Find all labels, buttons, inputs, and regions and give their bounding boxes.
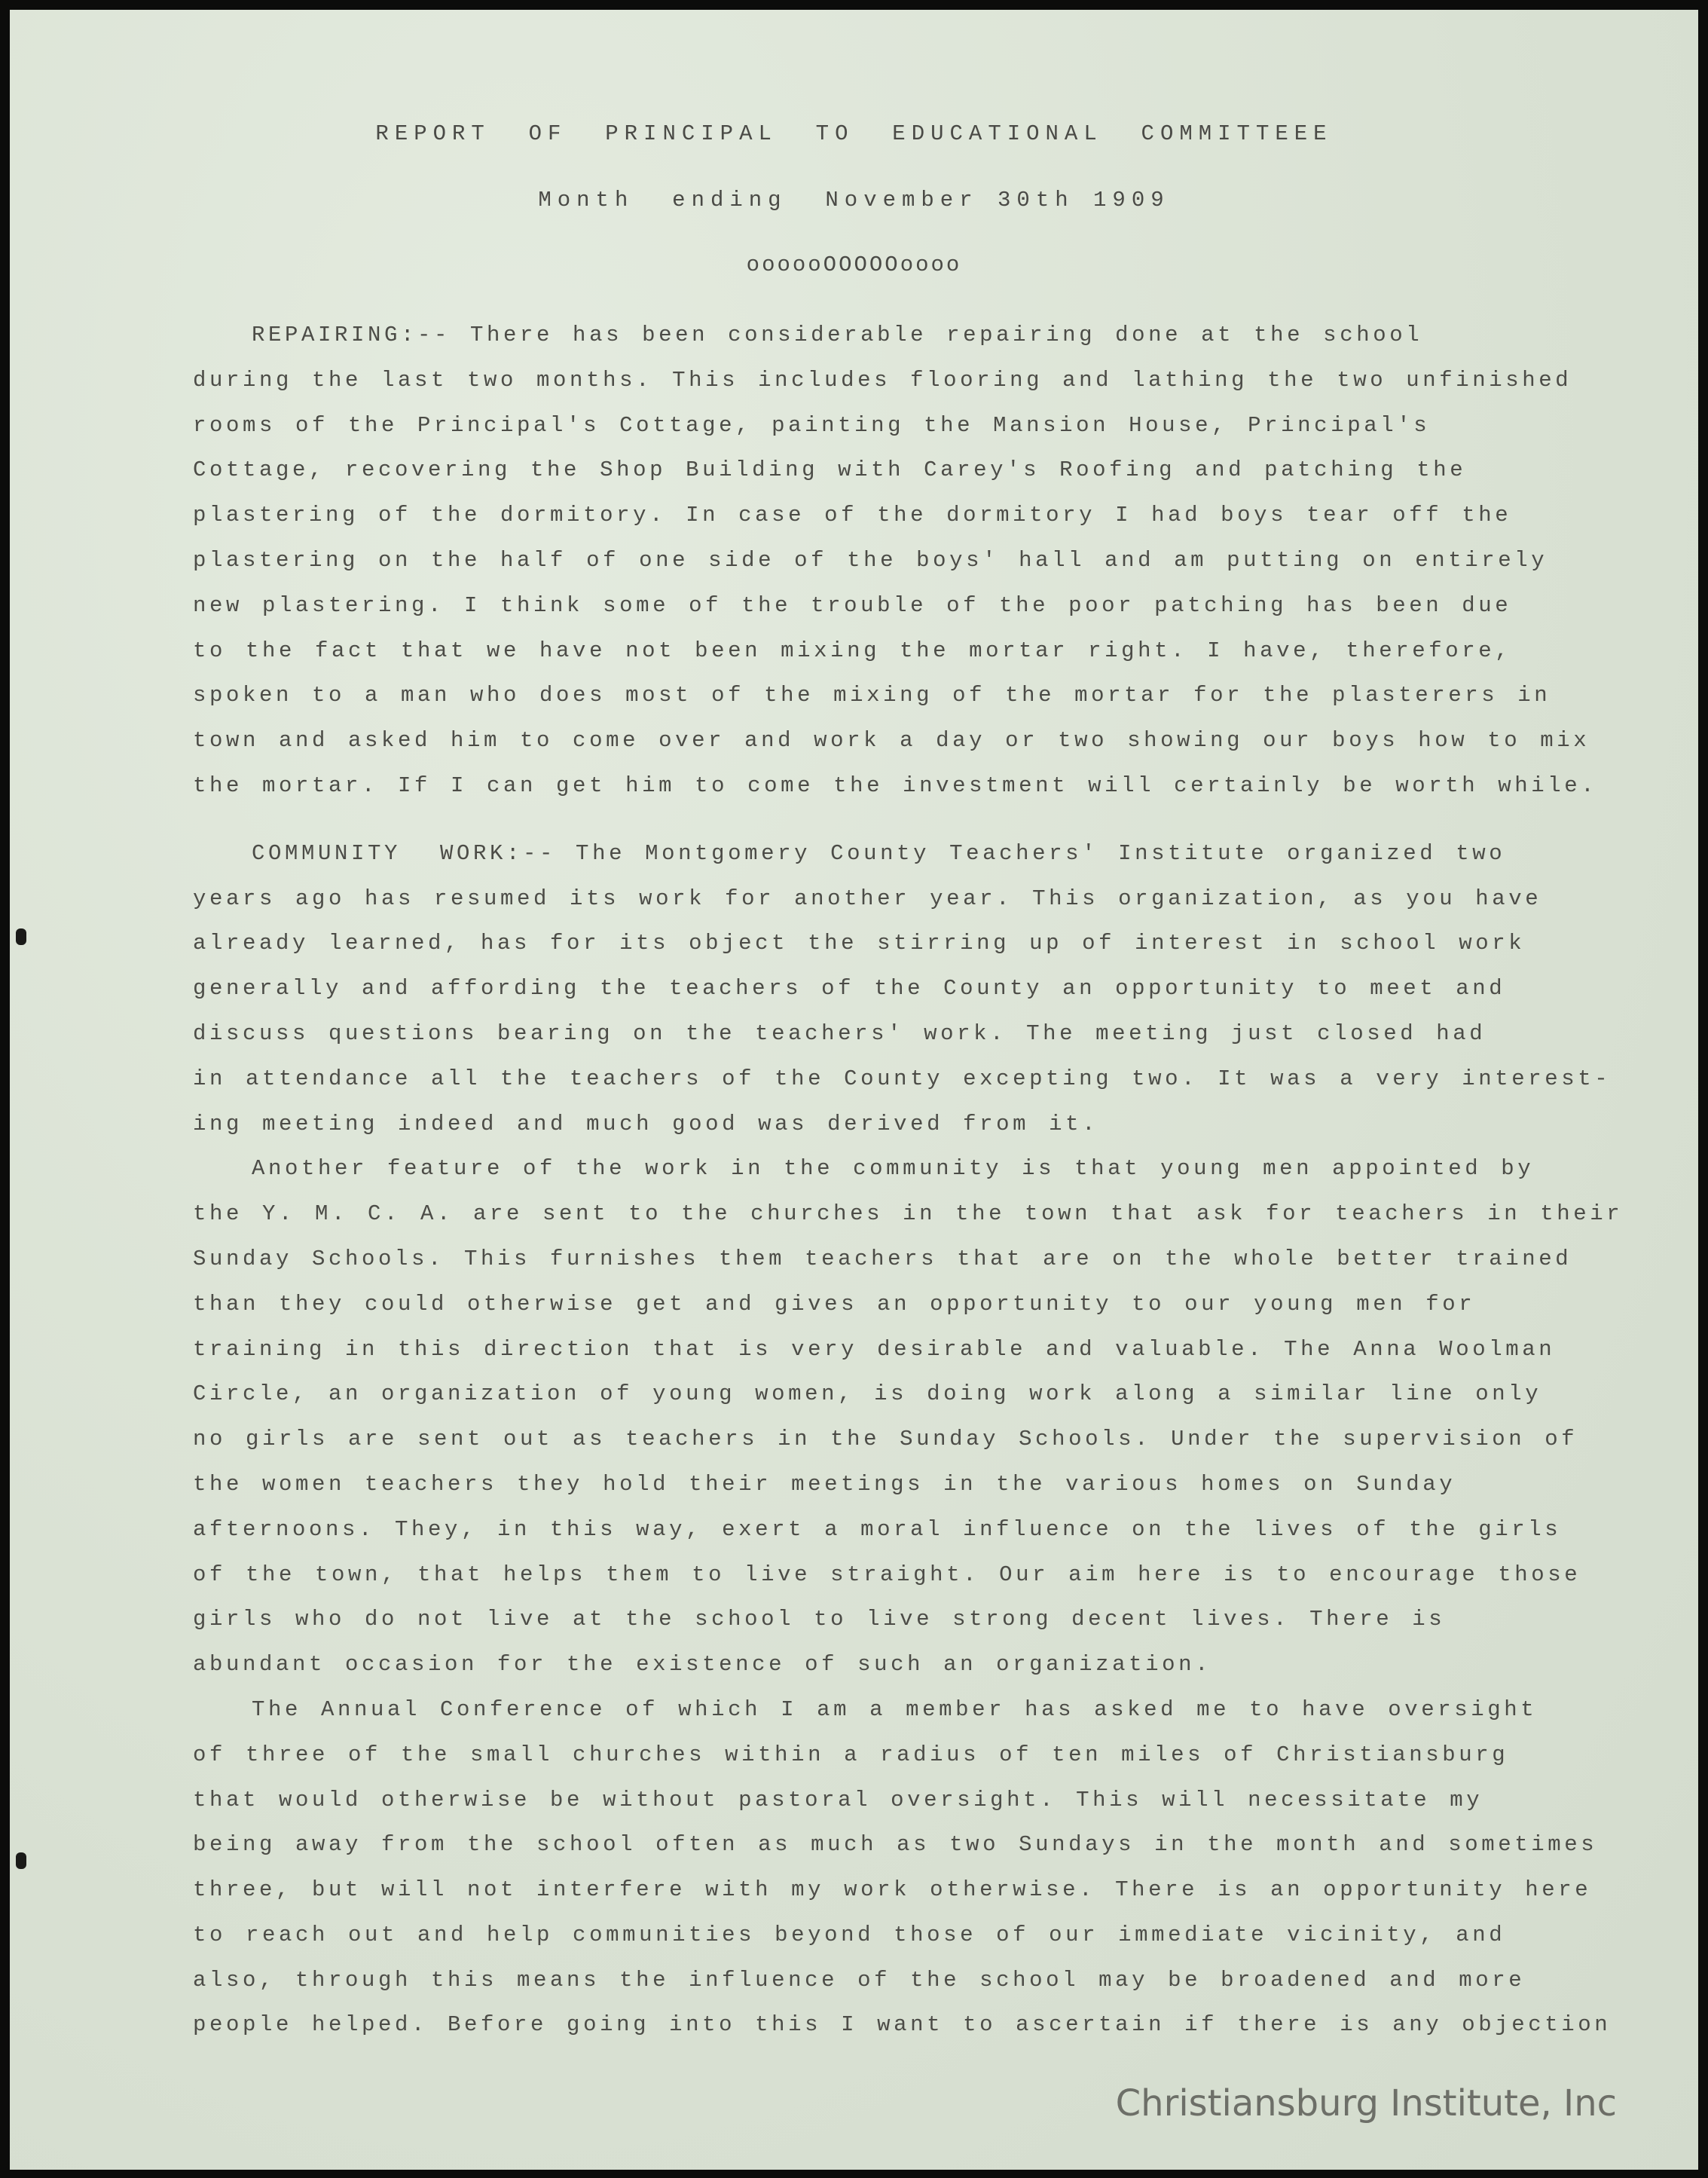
text-line: spoken to a man who does most of the mixing of the mortar for the plasterers in bbox=[193, 683, 1551, 708]
text-line: people helped. Before going into this I want to ascertain if there is any objection bbox=[193, 2012, 1612, 2038]
text-line: generally and affording the teachers of the County an opportunity to meet and bbox=[193, 976, 1506, 1002]
text-line: of the town, that helps them to live straight. Our aim here is to encourage those bbox=[193, 1562, 1581, 1587]
text-line: plastering on the half of one side of the boys' hall and am putting on entirely bbox=[193, 547, 1548, 573]
text-line: ing meeting indeed and much good was derived from it. bbox=[193, 1111, 1099, 1136]
text-line: to reach out and help communities beyond those of our immediate vicinity, and bbox=[193, 1922, 1506, 1947]
text-line: COMMUNITY WORK:-- The Montgomery County Teachers' Institute organized two bbox=[193, 840, 1506, 866]
punch-hole-mark bbox=[16, 928, 26, 945]
document-page bbox=[10, 10, 1698, 2170]
text-line: the women teachers they hold their meetings in the various homes on Sunday bbox=[193, 1471, 1456, 1497]
text-line: to the fact that we have not been mixing the mortar right. I have, therefore, bbox=[193, 638, 1512, 663]
watermark-text: Christiansburg Institute, Inc bbox=[1115, 2082, 1617, 2124]
text-line: rooms of the Principal's Cottage, painting the Mansion House, Principal's bbox=[193, 412, 1431, 438]
text-line: Cottage, recovering the Shop Building with Carey's Roofing and patching the bbox=[193, 457, 1467, 483]
title-separator: oooooOOOOOoooo bbox=[746, 252, 962, 277]
paragraph bbox=[193, 313, 1685, 809]
text-line: town and asked him to come over and work a day or two showing our boys how to mix bbox=[193, 728, 1590, 754]
text-line: than they could otherwise get and gives an opportunity to our young men for bbox=[193, 1291, 1476, 1317]
document-title: REPORT OF PRINCIPAL TO EDUCATIONAL COMMITTEEE bbox=[375, 121, 1333, 146]
text-line: the mortar. If I can get him to come the investment will certainly be worth while. bbox=[193, 772, 1598, 798]
text-line: girls who do not live at the school to live strong decent lives. There is bbox=[193, 1607, 1446, 1632]
text-line: that would otherwise be without pastoral oversight. This will necessitate my bbox=[193, 1787, 1483, 1812]
text-line: during the last two months. This includes flooring and lathing the two unfinished bbox=[193, 367, 1572, 393]
text-line: REPAIRING:-- There has been considerable repairing done at the school bbox=[193, 323, 1423, 347]
report-body bbox=[193, 313, 1685, 2048]
paragraph bbox=[193, 1687, 1685, 2048]
paragraph bbox=[193, 1146, 1685, 1687]
text-line: the Y. M. C. A. are sent to the churches in the town that ask for teachers in their bbox=[193, 1201, 1624, 1227]
text-line: afternoons. They, in this way, exert a moral influence on the lives of the girls bbox=[193, 1516, 1562, 1542]
text-line: Another feature of the work in the community is that young men appointed by bbox=[193, 1156, 1535, 1182]
text-line: years ago has resumed its work for another year. This organization, as you have bbox=[193, 886, 1542, 911]
text-line: plastering of the dormitory. In case of the dormitory I had boys tear off the bbox=[193, 503, 1512, 528]
paragraph-gap bbox=[193, 809, 1685, 831]
document-subtitle: Month ending November 30th 1909 bbox=[538, 188, 1170, 213]
text-line: The Annual Conference of which I am a member has asked me to have oversight bbox=[193, 1696, 1538, 1722]
text-line: new plastering. I think some of the trouble of the poor patching has been due bbox=[193, 592, 1512, 618]
text-line: discuss questions bearing on the teachers' work. The meeting just closed had bbox=[193, 1020, 1486, 1046]
text-line: no girls are sent out as teachers in the Sunday Schools. Under the supervision of bbox=[193, 1427, 1578, 1452]
text-line: Sunday Schools. This furnishes them teachers that are on the whole better trained bbox=[193, 1246, 1572, 1271]
text-line: of three of the small churches within a radius of ten miles of Christiansburg bbox=[193, 1742, 1509, 1767]
text-line: Circle, an organization of young women, is doing work along a similar line only bbox=[193, 1381, 1542, 1407]
paragraph bbox=[193, 831, 1685, 1147]
text-line: training in this direction that is very desirable and valuable. The Anna Woolman bbox=[193, 1336, 1556, 1362]
text-line: already learned, has for its object the stirring up of interest in school work bbox=[193, 931, 1526, 956]
text-line: being away from the school often as much as two Sundays in the month and sometimes bbox=[193, 1832, 1598, 1858]
text-line: also, through this means the influence of the school may be broadened and more bbox=[193, 1967, 1526, 1993]
text-line: abundant occasion for the existence of such an organization. bbox=[193, 1652, 1212, 1678]
punch-hole-mark bbox=[16, 1852, 26, 1869]
text-line: in attendance all the teachers of the County excepting two. It was a very interest- bbox=[193, 1066, 1612, 1091]
text-line: three, but will not interfere with my work otherwise. There is an opportunity here bbox=[193, 1877, 1592, 1903]
